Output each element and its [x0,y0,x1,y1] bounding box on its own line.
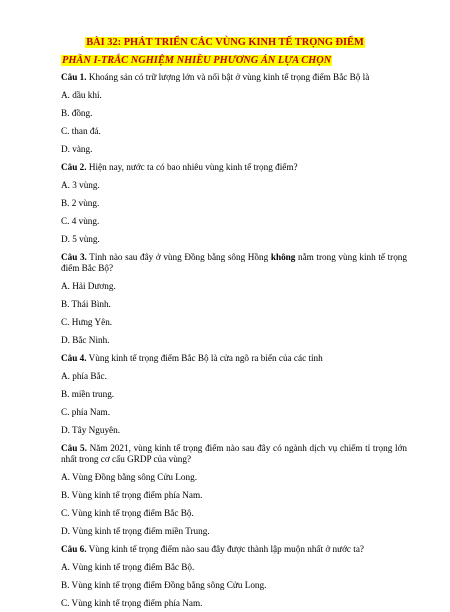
question-text: Khoáng sản có trữ lượng lớn và nổi bật ở vùng kinh tế trọng điểm Bắc Bộ là [86,71,370,82]
question-stem [61,158,407,176]
answer-option[interactable]: D. 5 vùng. [61,233,100,244]
answer-option[interactable]: A. Vùng kinh tế trọng điểm Bắc Bộ. [61,561,195,572]
answer-option[interactable]: D. Tây Nguyên. [61,424,121,435]
question-label: Câu 3. [61,251,87,262]
question-text: Vùng kinh tế trọng điểm nào sau đây được thành lập muộn nhất ở nước ta? [86,543,365,554]
page-title [0,36,450,49]
answer-option[interactable]: D. Bắc Ninh. [61,334,110,345]
answer-option[interactable]: B. Vùng kinh tế trọng điểm phía Nam. [61,489,203,500]
section-heading [61,54,332,67]
question-label: Câu 1. [61,71,87,82]
question-label: Câu 2. [61,161,87,172]
answer-option[interactable]: A. 3 vùng. [61,179,100,190]
question-stem [61,68,407,86]
answer-option[interactable]: B. Thái Bình. [61,298,111,309]
answer-option[interactable]: A. Hải Dương. [61,280,116,291]
answer-option[interactable]: B. 2 vùng. [61,197,100,208]
section-text: PHẦN I-TRẮC NGHIỆM NHIỀU PHƯƠNG ÁN LỰA CHỌN [62,55,332,66]
title-text: BÀI 32: PHÁT TRIỂN CÁC VÙNG KINH TẾ TRỌNG ĐIỂM [86,37,364,48]
question-text: Tỉnh nào sau đây ở vùng Đồng bằng sông Hồng [86,251,271,262]
question-list [61,68,407,612]
question-text: Vùng kinh tế trọng điểm Bắc Bộ là cửa ngõ ra biển của các tỉnh [86,352,323,363]
answer-option[interactable]: D. Vùng kinh tế trọng điểm miền Trung. [61,525,210,536]
question-label: Câu 4. [61,352,87,363]
answer-option[interactable]: A. phía Bắc. [61,370,107,381]
question-label: Câu 5. [61,442,87,453]
question-stem [61,540,407,558]
question-stem [61,248,407,277]
emphasis-text: không [270,251,296,262]
answer-option[interactable]: C. than đá. [61,125,101,136]
answer-option[interactable]: C. phía Nam. [61,406,110,417]
answer-option[interactable]: B. đồng. [61,107,93,118]
question-text: Năm 2021, vùng kinh tế trọng điểm nào sau đây có ngành dịch vụ chiếm tỉ trọng lớn nhất trong cơ cấu GRDP của vùng? [61,442,407,464]
question-text: nằm trong vùng kinh tế trọng điểm Bắc Bộ? [61,251,407,273]
answer-option[interactable]: A. Vùng Đồng bằng sông Cửu Long. [61,471,197,482]
question-label: Câu 6. [61,543,87,554]
answer-option[interactable]: C. Vùng kinh tế trọng điểm phía Nam. [61,597,203,608]
question-stem [61,439,407,468]
answer-option[interactable]: B. Vùng kinh tế trọng điểm Đồng bằng sông Cửu Long. [61,579,267,590]
answer-option[interactable]: B. miền trung. [61,388,115,399]
answer-option[interactable]: D. vàng. [61,143,93,154]
question-text: Hiện nay, nước ta có bao nhiêu vùng kinh tế trọng điểm? [86,161,298,172]
answer-option[interactable]: C. 4 vùng. [61,215,100,226]
answer-option[interactable]: C. Hưng Yên. [61,316,113,327]
answer-option[interactable]: C. Vùng kinh tế trọng điểm Bắc Bộ. [61,507,194,518]
answer-option[interactable]: A. dầu khí. [61,89,102,100]
question-stem [61,349,407,367]
